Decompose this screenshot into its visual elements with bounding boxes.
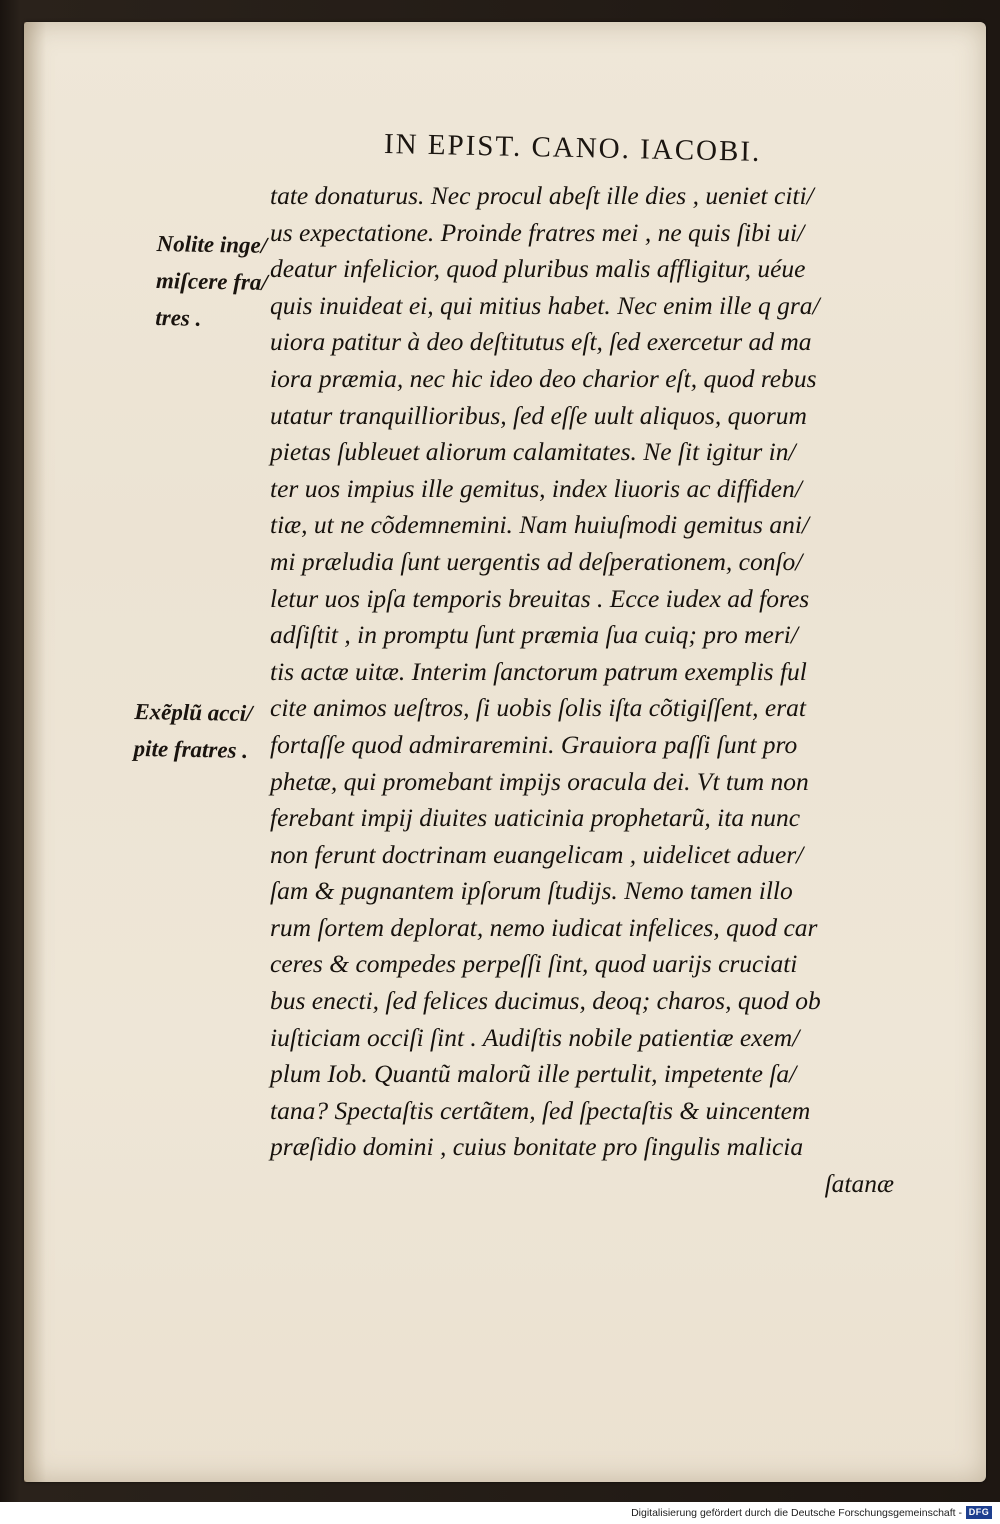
text-line: cite animos ueſtros, ſi uobis ſolis iſta cõtigiſſent, erat xyxy=(270,693,806,723)
footer-credit: Digitalisierung gefördert durch die Deutsche Forschungsgemeinschaft - xyxy=(631,1507,962,1519)
dfg-logo-icon: DFG xyxy=(966,1506,992,1519)
text-line: deatur infelicior, quod pluribus malis affligitur, uéue xyxy=(270,254,806,284)
text-line: tiæ, ut ne cõdemnemini. Nam huiuſmodi gemitus ani/ xyxy=(270,510,809,540)
text-line: mi præludia ſunt uergentis ad deſperationem, conſo/ xyxy=(270,546,803,576)
marginal-note-line: Nolite inge/ xyxy=(156,231,268,258)
text-line: tana? Spectaſtis certãtem, ſed ſpectaſtis & uincentem xyxy=(270,1095,811,1125)
text-line: ceres & compedes perpeſſi ſint, quod uarijs cruciati xyxy=(270,949,798,979)
catchword: ſatanæ xyxy=(824,1169,894,1199)
marginal-note-nolite xyxy=(155,225,269,338)
text-line: adſiſtit , in promptu ſunt præmia ſua cuiq; pro meri/ xyxy=(270,620,798,650)
text-line: quis inuideat ei, qui mitius habet. Nec enim ille q gra/ xyxy=(270,290,820,320)
running-head: IN EPIST. CANO. IACOBI. xyxy=(383,128,762,168)
marginal-note-line: miſcere fra/ xyxy=(155,268,268,295)
text-line: ſam & pugnantem ipſorum ſtudijs. Nemo tamen illo xyxy=(270,876,793,906)
text-line: tis actæ uitæ. Interim ſanctorum patrum exemplis ful xyxy=(270,656,807,686)
text-line: us expectatione. Proinde fratres mei , ne quis ſibi ui/ xyxy=(270,217,805,247)
text-line: letur uos ipſa temporis breuitas . Ecce iudex ad fores xyxy=(270,583,810,613)
text-line: utatur tranquillioribus, ſed eſſe uult aliquos, quorum xyxy=(270,400,807,430)
text-line: ferebant impij diuites uaticinia prophetarũ, ita nunc xyxy=(270,803,801,833)
marginal-note-line: tres . xyxy=(155,305,202,331)
text-line: tate donaturus. Nec procul abeſt ille dies , ueniet citi/ xyxy=(270,181,814,210)
text-line: iuſticiam occiſi ſint . Audiſtis nobile patientiæ exem/ xyxy=(270,1022,800,1052)
main-text-block xyxy=(270,178,930,1203)
text-line: plum Iob. Quantũ malorũ ille pertulit, impetente ſa/ xyxy=(270,1059,797,1089)
text-line: non ferunt doctrinam euangelicam , uidelicet aduer/ xyxy=(270,839,804,869)
text-line: rum ſortem deplorat, nemo iudicat infelices, quod car xyxy=(270,912,818,942)
text-line: fortaſſe quod admiraremini. Grauiora paſſi ſunt pro xyxy=(270,729,798,759)
marginal-note-line: pite fratres . xyxy=(133,735,249,763)
marginal-note-line: Exẽplũ acci/ xyxy=(134,698,253,727)
text-line: uiora patitur à deo deſtitutus eſt, ſed exercetur ad ma xyxy=(270,327,812,357)
marginal-note-exemplum xyxy=(133,693,252,769)
text-line: phetæ, qui promebant impijs oracula dei. Vt tum non xyxy=(270,766,809,796)
text-line: præſidio domini , cuius bonitate pro ſingulis malicia xyxy=(270,1132,804,1162)
text-line: pietas ſubleuet aliorum calamitates. Ne ſit igitur in/ xyxy=(270,437,796,467)
text-line: bus enecti, ſed felices ducimus, deoq; charos, quod ob xyxy=(270,986,821,1016)
text-line: iora præmia, nec hic ideo deo charior eſt, quod rebus xyxy=(270,363,817,393)
text-line: ter uos impius ille gemitus, index liuoris ac diffiden/ xyxy=(270,473,802,503)
